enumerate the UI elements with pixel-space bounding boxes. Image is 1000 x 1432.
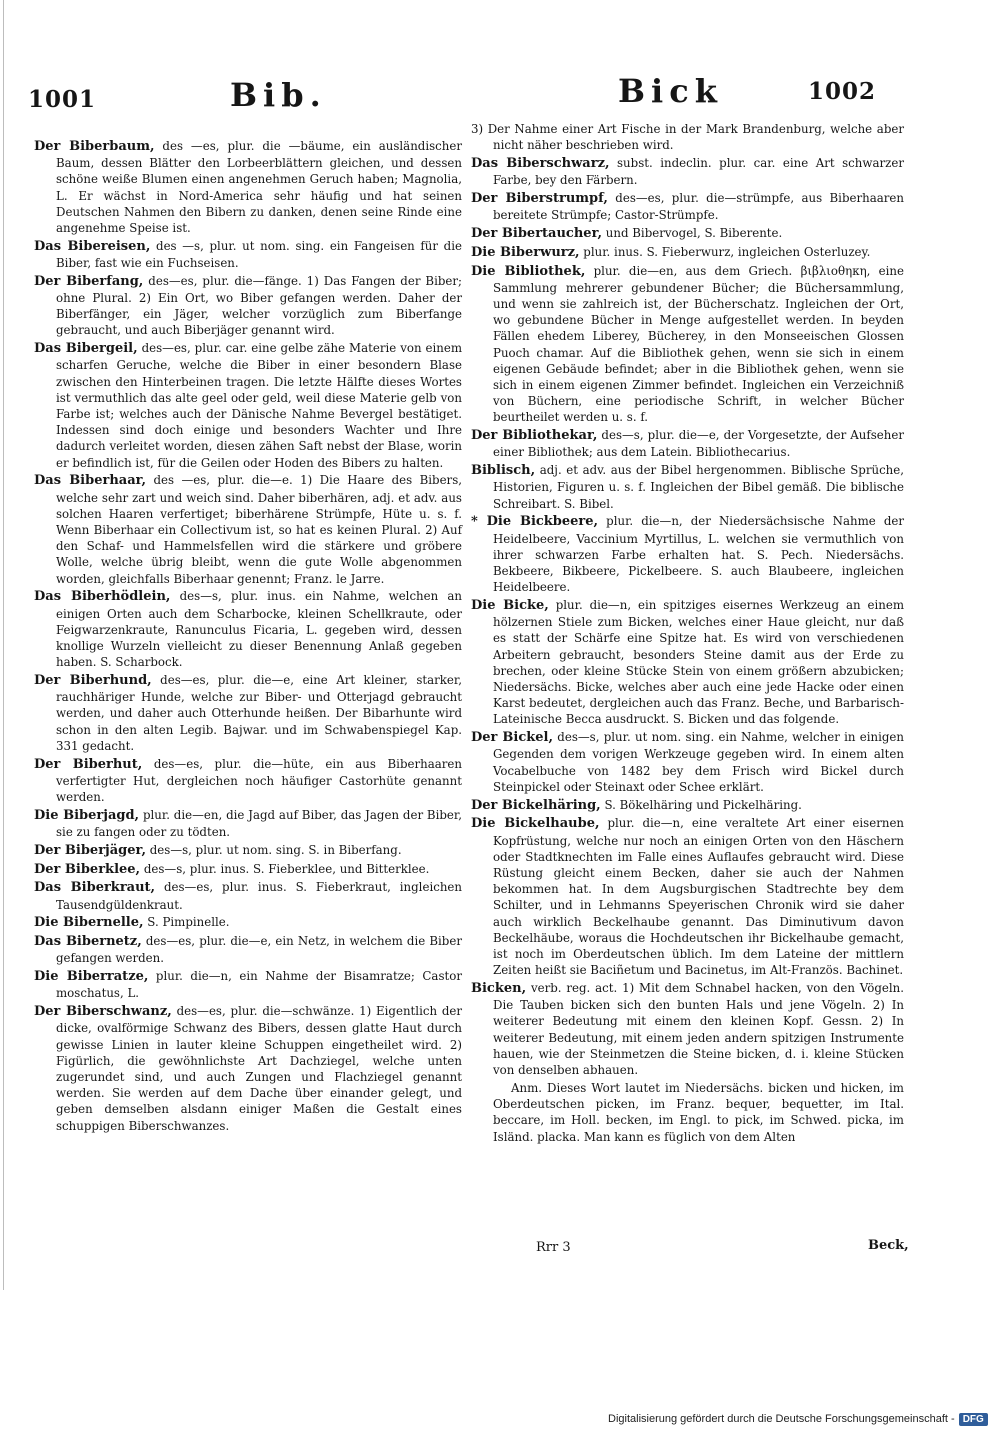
left-column: [34, 138, 462, 1238]
entry-headword: Die Bicke,: [471, 598, 549, 614]
entry-headword: Das Biberschwarz,: [471, 156, 610, 171]
signature-mark: Rrr 3: [536, 1240, 571, 1255]
entry-definition: des—s, plur. die—e, der Vorgesetzte, der Aufseher einer Bibliothek; aus dem Latein. Bibliothecarius.: [493, 428, 904, 460]
entry-definition: plur. die—n, der Niedersächsische Nahme der Heidelbeere, Vaccinium Myrtillus, L. welchen sie vermuthlich von ihrer schwarzen Farbe erhalten hat. S. Pech. Niedersächs. Bekbeere, Bikbeere, Pickelbeere. S. auch Blaubeere, ingleichen Heidelbeere.: [493, 514, 904, 595]
dictionary-entry: [471, 980, 904, 1078]
entry-definition: des—s, plur. inus. S. Fieberklee, und Bitterklee.: [143, 861, 430, 876]
entry-headword: Der Bibliothekar,: [471, 428, 598, 444]
dictionary-entry: [471, 462, 904, 512]
entry-definition: plur. die—en, die Jagd auf Biber, das Jagen der Biber, sie zu fangen oder zu tödten.: [56, 807, 462, 840]
entry-definition: des—es, plur. die—e, eine Art kleiner, starker, rauchhäriger Hunde, welche zur Biber- und Otterjagd gebraucht werden, und daher auch Otterhunde heißen. Der Bibarhunte wird schon in den alten Legib. Bajwar. und im Schwabenspiegel Kap. 331 gedacht.: [56, 673, 463, 753]
dictionary-entry: [34, 340, 462, 471]
entry-headword: Der Biberfang,: [34, 273, 144, 289]
entry-headword: Die Bickelhaube,: [471, 816, 600, 832]
running-head-right: Bick: [618, 72, 723, 110]
entry-definition: S. Bökelhäring und Pickelhäring.: [604, 797, 802, 812]
entry-definition: verb. reg. act. 1) Mit dem Schnabel hacken, von den Vögeln. Die Tauben bicken sich den bunten Hals und jene Vögeln. 2) In weiterer Bedeutung mit einem den kleinen Kopf. Gessn. 2) In weiterer Bedeutung, mit einem jeden andern spitzigen Instrumente hauen, wie der Steinmetzen die Steine bicken, d. i. kleine Stücken von denselben abhauen.: [493, 981, 905, 1078]
entry-definition: des—es, plur. die—fänge. 1) Das Fangen der Biber; ohne Plural. 2) Ein Ort, wo Biber gefangen werden. Daher der Biberfänger, ein Jäger, welcher vorzüglich zum Biberfange gebraucht, und auch Biberjäger genannt wird.: [56, 273, 463, 338]
entry-headword: Die Bibernelle,: [34, 915, 144, 931]
entry-headword: Das Biberkraut,: [34, 880, 156, 896]
dictionary-entry: [471, 815, 904, 978]
entry-definition: des—s, plur. ut nom. sing. S. in Biberfang.: [149, 842, 402, 857]
entry-headword: Das Biberhaar,: [34, 473, 147, 489]
entry-headword: Der Bibertaucher,: [471, 226, 603, 241]
scan-edge-line: [3, 0, 4, 1290]
dictionary-entry: [34, 672, 462, 754]
entry-definition: und Bibervogel, S. Biberente.: [605, 226, 783, 240]
entry-definition: des—es, plur. inus. S. Fieberkraut, ingleichen Tausendgüldenkraut.: [56, 880, 462, 912]
entry-definition: des —s, plur. ut nom. sing. ein Fangeisen für die Biber, fast wie ein Fuchseisen.: [56, 238, 462, 271]
dictionary-entry: [34, 588, 462, 670]
entry-headword: * Die Bickbeere,: [471, 514, 599, 530]
entry-definition: adj. et adv. aus der Bibel hergenommen. Biblische Sprüche, Historien, Figuren u. s. f. Ingleichen der Bibel gemäß. Die biblische Schreibart. S. Bibel.: [493, 463, 905, 511]
entry-definition: des—es, plur. car. eine gelbe zähe Materie von einem scharfen Geruche, welche die Biber in einer besondern Blase zwischen den Hinterbeinen tragen. Die letzte Hälfte dieses Wortes ist vermuthlich das alte geel oder geld, weil diese Materie gelb von Farbe ist; welches auch der Dänische Nahme Bevergel bestätiget. Indessen sind doch einige und besonders Wachter und Ihre dadurch verleitet worden, diesen zähen Saft nebst der Blase, worin er befindlich ist, für die Geilen oder Hoden des Bibers zu halten.: [56, 341, 463, 470]
dictionary-entry: [34, 238, 462, 271]
dictionary-entry: [471, 729, 904, 795]
dictionary-entry: [34, 968, 462, 1001]
entry-definition: des—es, plur. die—strümpfe, aus Biberhaaren bereitete Strümpfe; Castor-Strümpfe.: [493, 191, 904, 223]
dictionary-entry: [471, 190, 904, 223]
dictionary-entry: [34, 914, 462, 931]
dictionary-entry: [471, 263, 904, 426]
running-head-left: Bib.: [230, 76, 327, 114]
entry-headword: Der Biberhund,: [34, 673, 152, 689]
dictionary-entry: [471, 513, 904, 595]
entry-definition: subst. indeclin. plur. car. eine Art schwarzer Farbe, bey den Färbern.: [493, 156, 904, 188]
dictionary-entry: [34, 273, 462, 339]
footer-text: Digitalisierung gefördert durch die Deutsche Forschungsgemeinschaft -: [608, 1413, 955, 1425]
entry-headword: Die Biberjagd,: [34, 807, 140, 823]
entry-definition: plur. inus. S. Fieberwurz, ingleichen Osterluzey.: [583, 244, 871, 259]
entry-headword: Das Biberhödlein,: [34, 589, 171, 605]
dictionary-entry: [471, 121, 904, 153]
entry-annotation: Anm. Dieses Wort lautet im Niedersächs. bicken und hicken, im Oberdeutschen picken, im Franz. bequer, bequetter, im Ital. beccare, im Holl. becken, im Engl. to pick, im Schwed. picka, im Isländ. placka. Man kann es füglich von dem Alten: [493, 1080, 904, 1144]
entry-headword: Die Bibliothek,: [471, 263, 586, 279]
entry-headword: Der Biberklee,: [34, 861, 141, 877]
dictionary-entry: [34, 472, 462, 586]
dictionary-entry: [471, 244, 904, 261]
catchword: Beck,: [868, 1238, 909, 1253]
entry-definition: des—s, plur. ut nom. sing. ein Nahme, welcher in einigen Gegenden dem vorigen Werkzeuge gegeben wird. In einem alten Vocabelbuche von 1482 bey dem Frisch wird Bickel durch Steinpickel oder Steinaxt oder Schee erklärt.: [493, 730, 904, 794]
entry-definition: des —es, plur. die —bäume, ein ausländischer Baum, dessen Blätter den Lorbeerblättern gleichen, und dessen schöne weiße Blumen einen angenehmen Geruch haben; Magnolia, L. Er wächst in Nord-America sehr häufig und hat seinen Deutschen Nahmen den Bibern zu danken, denen seine Rinde eine angenehme Speise ist.: [56, 139, 463, 236]
page-number-left: 1001: [28, 86, 97, 113]
entry-definition: plur. die—n, eine veraltete Art einer eisernen Kopfrüstung, welche nur noch an einigen Orten von den Häschern oder Stadtknechten im Falle eines Auflaufes gebraucht wird. Diese Rüstung gleicht einem Becken, daher sie auch der Nahmen bekommen hat. In dem Augsburgischen Stadtrechte bey dem Schilter, und in Lehmanns Speyerischen Chronik wird sie daher auch wirklich Beckelhaube genannt. Das Diminutivum davon Beckelhäube, woraus die Hochdeutschen ihr Bickelhaube gemacht, ist noch im Oberdeutschen üblich. Im dem Lateine der mittlern Zeiten heißt sie Baciñetum und Bacinetus, im Alt-Französ. Bachinet.: [493, 816, 905, 978]
dictionary-entry: [471, 155, 904, 188]
entry-definition: S. Pimpinelle.: [147, 915, 230, 930]
dfg-logo[interactable]: DFG: [959, 1413, 988, 1426]
entry-headword: Die Biberwurz,: [471, 244, 580, 260]
entry-definition: plur. die—en, aus dem Griech. βιβλιοθηκη, eine Sammlung mehrerer gebundener Bücher; die Büchersammlung, und wenn sie zahlreich ist, der Bücherschatz. Ingleichen der Ort, wo gebundene Bücher in Menge aufgestellet werden. In beyden Fällen ehedem Liberey, Bücherey, in den Monseeischen Glossen Puoch chamar. Auf die Bibliothek gehen, wenn sie sich in einem eigenen Gebäude befindet; aber in die Bibliothek gehen, wenn sie sich in einem eigenen Zimmer befindet. Ingleichen ein Verzeichniß von Büchern, eine periodische Schrift, in welcher Bücher beurtheilet werden u. s. f.: [493, 263, 904, 425]
entry-headword: Der Bickel,: [471, 730, 554, 746]
dictionary-entry: [471, 427, 904, 460]
dictionary-entry: [471, 225, 904, 242]
entry-headword: Der Biberschwanz,: [34, 1004, 172, 1020]
entry-definition: des—es, plur. die—hüte, ein aus Biberhaaren verfertigter Hut, dergleichen noch häufiger Castorhüte genannt werden.: [56, 756, 462, 805]
dictionary-entry: [34, 807, 462, 840]
dictionary-entry: [34, 756, 462, 806]
dictionary-entry: [34, 842, 462, 859]
right-column: [471, 121, 904, 1226]
dictionary-entry: [34, 1003, 462, 1134]
entry-definition: 3) Der Nahme einer Art Fische in der Mark Brandenburg, welche aber nicht näher beschrieben wird.: [471, 122, 904, 153]
entry-definition: plur. die—n, ein Nahme der Bisamratze; Castor moschatus, L.: [56, 969, 462, 1001]
entry-definition: plur. die—n, ein spitziges eisernes Werkzeug an einem hölzernen Stiele zum Bicken, welches einer Haue gleicht, nur daß es statt der Schärfe eine Spitze hat. Es wird von verschiedenen Arbeitern gebraucht, besonders Steine damit aus der Erde zu brechen, oder kleine Stücke Stein von einem größern abzubicken; Niedersächs. Bicke, welches aber auch eine jede Hacke oder einen Karst bedeutet, dergleichen auch das Franz. Beche, und Barbarisch-Lateinische Becca ausdruckt. S. Bicken und das folgende.: [493, 598, 905, 727]
dictionary-entry: [471, 797, 904, 814]
entry-definition: des—es, plur. die—e, ein Netz, in welchem die Biber gefangen werden.: [56, 934, 462, 966]
entry-headword: Das Bibereisen,: [34, 238, 151, 254]
entry-headword: Das Bibernetz,: [34, 934, 142, 950]
digitization-footer: [608, 1410, 988, 1428]
dictionary-entry: [34, 879, 462, 912]
entry-headword: Der Biberbaum,: [34, 139, 155, 154]
entry-headword: Bicken,: [471, 981, 527, 997]
entry-headword: Der Bickelhäring,: [471, 797, 601, 813]
entry-headword: Die Biberratze,: [34, 969, 149, 985]
page-number-right: 1002: [808, 78, 877, 105]
entry-headword: Das Bibergeil,: [34, 341, 138, 357]
dictionary-entry: [471, 597, 904, 728]
entry-definition: des—es, plur. die—schwänze. 1) Eigentlich der dicke, ovalförmige Schwanz des Bibers, dessen glatte Haut durch gewisse Linien in lauter kleine Schuppen eingetheilet wird. 2) Figürlich, die gewöhnlichste Art Dachziegel, welche unten zugerundet sind, und auch Zungen und Flachziegel genannt werden. Sie werden auf dem Dache über einander gelegt, und geben demselben alsdann einiger Maßen die Gestalt eines schuppigen Biberschwanzes.: [56, 1004, 463, 1133]
entry-definition: des —es, plur. die—e. 1) Die Haare des Bibers, welche sehr zart und weich sind. Daher biberhären, adj. et adv. aus solchen Haaren verfertiget; biberhärene Strümpfe, Hüte u. s. f. Wenn Biberhaar ein Collectivum ist, so hat es keinen Plural. 2) Auf den Schaf- und Hammelsfellen wird die stärkere und gröbere Wolle, welche übrig bleibt, wenn die gute Wolle abgenommen worden, gleichfalls Biberhaar genennt; Franz. le Jarre.: [56, 473, 462, 586]
entry-headword: Der Biberhut,: [34, 756, 143, 772]
dictionary-entry: [34, 861, 462, 878]
dictionary-entry: [34, 138, 462, 236]
entry-definition: des—s, plur. inus. ein Nahme, welchen an einigen Orten auch dem Scharbocke, kleinen Schellkraute, oder Feigwarzenkraute, Ranunculus Ficaria, L. gegeben wird, dessen knollige Wurzeln vielleicht zu dieser Benennung Anlaß gegeben haben. S. Scharbock.: [56, 589, 463, 670]
entry-headword: Der Biberjäger,: [34, 842, 146, 858]
dictionary-entry: [34, 933, 462, 966]
entry-headword: Der Biberstrumpf,: [471, 191, 608, 206]
entry-headword: Biblisch,: [471, 463, 536, 479]
